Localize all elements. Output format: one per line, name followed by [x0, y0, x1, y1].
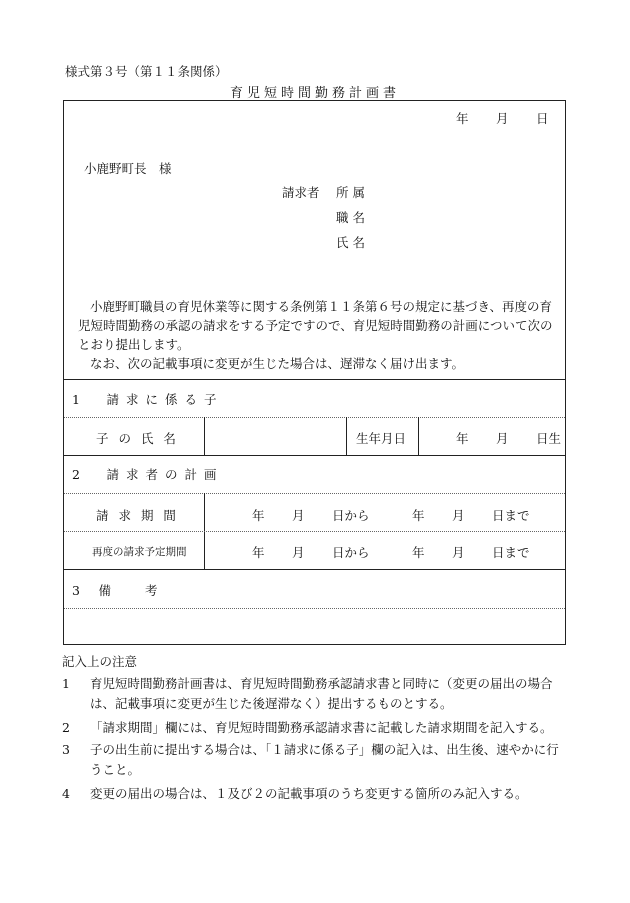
divider [64, 379, 565, 380]
section-2-title: 2 請求者の計画 [72, 467, 224, 482]
addressee: 小鹿野町長 様 [84, 161, 172, 176]
form-number: 様式第３号（第１１条関係） [65, 64, 228, 79]
position-label: 職 名 [336, 210, 365, 225]
divider [346, 417, 347, 455]
note-text: 「請求期間」欄には、育児短時間勤務承認請求書に記載した請求期間を記入する。 [90, 720, 553, 735]
date-month: 月 [496, 111, 509, 126]
divider [64, 531, 565, 532]
re-period-start-year: 年 [252, 545, 265, 560]
child-name-field[interactable] [212, 419, 340, 451]
re-period-end-month: 月 [452, 545, 465, 560]
date-year: 年 [456, 111, 469, 126]
re-period-end-year: 年 [412, 545, 425, 560]
form-frame [63, 100, 566, 645]
re-period-start-day: 日から [332, 545, 370, 560]
period-end-month: 月 [452, 508, 465, 523]
birth-month-label: 月 [496, 431, 509, 446]
note-number: 3 [62, 742, 70, 757]
re-request-period-label: 再度の請求予定期間 [92, 546, 187, 558]
date-day: 日 [536, 111, 549, 126]
note-text: 変更の届出の場合は、１及び２の記載事項のうち変更する箇所のみ記入する。 [90, 786, 528, 801]
birth-day-label: 日生 [536, 431, 562, 446]
divider [418, 417, 419, 455]
notice-paragraph: なお、次の記載事項に変更が生じた場合は、遅滞なく届け出ます。 [90, 356, 465, 371]
statement-paragraph: 小鹿野町職員の育児休業等に関する条例第１１条第６号の規定に基づき、再度の育児短時間勤務の承認の請求をする予定ですので、育児短時間勤務の計画について次のとおり提出します。 [78, 299, 553, 352]
period-start-month: 月 [292, 508, 305, 523]
note-number: 1 [62, 676, 70, 691]
request-period-label: 請 求 期 間 [96, 508, 179, 523]
form-title: 育児短時間勤務計画書 [229, 86, 400, 101]
note-text: 子の出生前に提出する場合は、「１請求に係る子」欄の記入は、出生後、速やかに行うこと。 [90, 742, 559, 777]
note-text: 育児短時間勤務計画書は、育児短時間勤務承認請求書と同時に（変更の届出の場合は、記載事項に変更が生じた後遅滞なく）提出するものとする。 [90, 676, 553, 711]
note-number: 4 [62, 786, 70, 801]
affiliation-label: 所 属 [336, 185, 365, 200]
section-1-title: 1 請求に係る子 [72, 392, 224, 407]
divider [204, 417, 205, 455]
divider [64, 455, 565, 456]
remarks-field[interactable] [68, 611, 562, 641]
divider [64, 493, 565, 494]
section-3-title: 3 備 考 [72, 583, 161, 598]
note-item [62, 740, 568, 780]
period-start-year: 年 [252, 508, 265, 523]
divider [64, 569, 565, 570]
notes-title: 記入上の注意 [62, 654, 138, 669]
note-item [62, 674, 568, 714]
note-number: 2 [62, 720, 70, 735]
period-end-day: 日まで [492, 508, 530, 523]
note-item [62, 784, 568, 804]
name-label: 氏 名 [336, 235, 365, 250]
re-period-start-month: 月 [292, 545, 305, 560]
birth-year-label: 年 [456, 431, 469, 446]
child-name-label: 子 の 氏 名 [96, 431, 179, 446]
birth-date-label: 生年月日 [356, 431, 407, 446]
divider [64, 417, 565, 418]
divider [64, 608, 565, 609]
period-start-day: 日から [332, 508, 370, 523]
request-statement [78, 297, 558, 373]
requester-label: 請求者 [282, 185, 320, 200]
re-period-end-day: 日まで [492, 545, 530, 560]
note-item [62, 718, 568, 738]
period-end-year: 年 [412, 508, 425, 523]
